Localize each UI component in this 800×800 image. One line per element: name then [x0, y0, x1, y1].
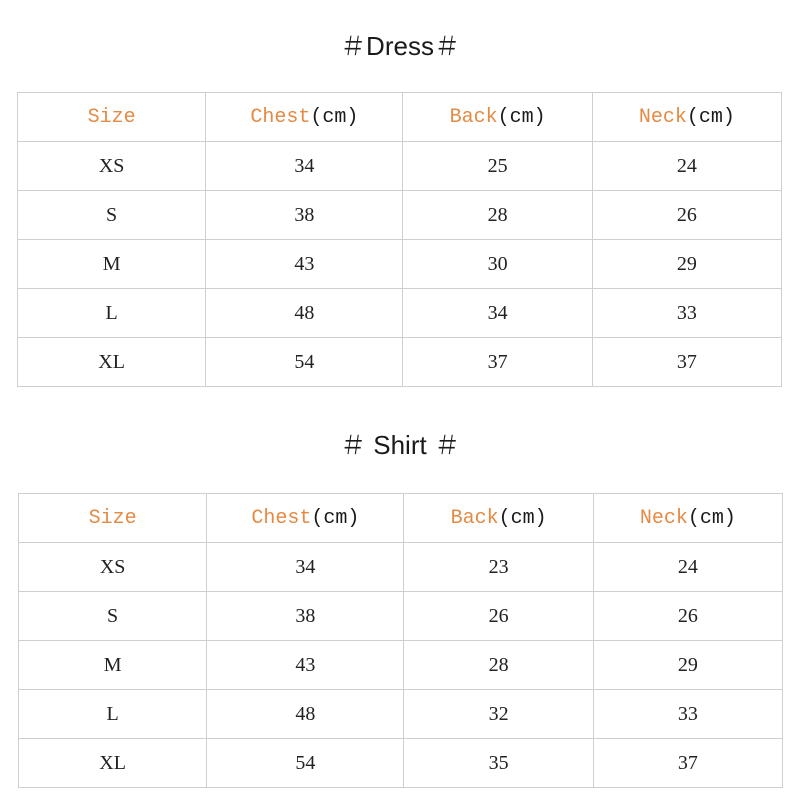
- cell-neck: 29: [593, 641, 782, 690]
- table-row: [18, 289, 782, 338]
- cell-chest: 34: [206, 142, 403, 191]
- cell-chest: 48: [206, 289, 403, 338]
- cell-chest: 43: [207, 641, 404, 690]
- table-row: [18, 240, 782, 289]
- header-chest: Chest(cm): [206, 93, 403, 142]
- cell-back: 34: [403, 289, 592, 338]
- cell-neck: 37: [593, 739, 782, 788]
- cell-back: 30: [403, 240, 592, 289]
- table-header-row: [19, 494, 783, 543]
- cell-chest: 48: [207, 690, 404, 739]
- cell-back: 23: [404, 543, 593, 592]
- cell-chest: 38: [206, 191, 403, 240]
- cell-back: 32: [404, 690, 593, 739]
- dress-section-title: ＃Dress＃: [340, 31, 460, 61]
- cell-size: XS: [19, 543, 207, 592]
- table-row: [19, 690, 783, 739]
- cell-neck: 26: [592, 191, 781, 240]
- cell-size: XL: [18, 338, 206, 387]
- table-row: [19, 641, 783, 690]
- table-row: [19, 592, 783, 641]
- dress-size-table: [17, 92, 782, 387]
- cell-size: M: [18, 240, 206, 289]
- cell-chest: 43: [206, 240, 403, 289]
- cell-chest: 54: [206, 338, 403, 387]
- cell-neck: 33: [592, 289, 781, 338]
- cell-back: 28: [404, 641, 593, 690]
- cell-back: 37: [403, 338, 592, 387]
- table-row: [18, 191, 782, 240]
- header-size: Size: [18, 93, 206, 142]
- cell-neck: 33: [593, 690, 782, 739]
- shirt-section-title: ＃ Shirt ＃: [340, 430, 460, 460]
- header-neck: Neck(cm): [592, 93, 781, 142]
- cell-size: XL: [19, 739, 207, 788]
- cell-neck: 37: [592, 338, 781, 387]
- header-chest: Chest(cm): [207, 494, 404, 543]
- header-size: Size: [19, 494, 207, 543]
- cell-neck: 24: [592, 142, 781, 191]
- cell-chest: 38: [207, 592, 404, 641]
- cell-chest: 34: [207, 543, 404, 592]
- header-back: Back(cm): [404, 494, 593, 543]
- table-row: [18, 142, 782, 191]
- shirt-size-table: [18, 493, 783, 788]
- table-row: [19, 543, 783, 592]
- cell-size: S: [18, 191, 206, 240]
- cell-size: XS: [18, 142, 206, 191]
- cell-back: 25: [403, 142, 592, 191]
- cell-size: L: [19, 690, 207, 739]
- cell-chest: 54: [207, 739, 404, 788]
- cell-back: 28: [403, 191, 592, 240]
- cell-size: L: [18, 289, 206, 338]
- table-header-row: [18, 93, 782, 142]
- table-row: [18, 338, 782, 387]
- cell-back: 35: [404, 739, 593, 788]
- header-neck: Neck(cm): [593, 494, 782, 543]
- cell-neck: 29: [592, 240, 781, 289]
- cell-size: S: [19, 592, 207, 641]
- cell-size: M: [19, 641, 207, 690]
- cell-back: 26: [404, 592, 593, 641]
- table-row: [19, 739, 783, 788]
- header-back: Back(cm): [403, 93, 592, 142]
- cell-neck: 24: [593, 543, 782, 592]
- cell-neck: 26: [593, 592, 782, 641]
